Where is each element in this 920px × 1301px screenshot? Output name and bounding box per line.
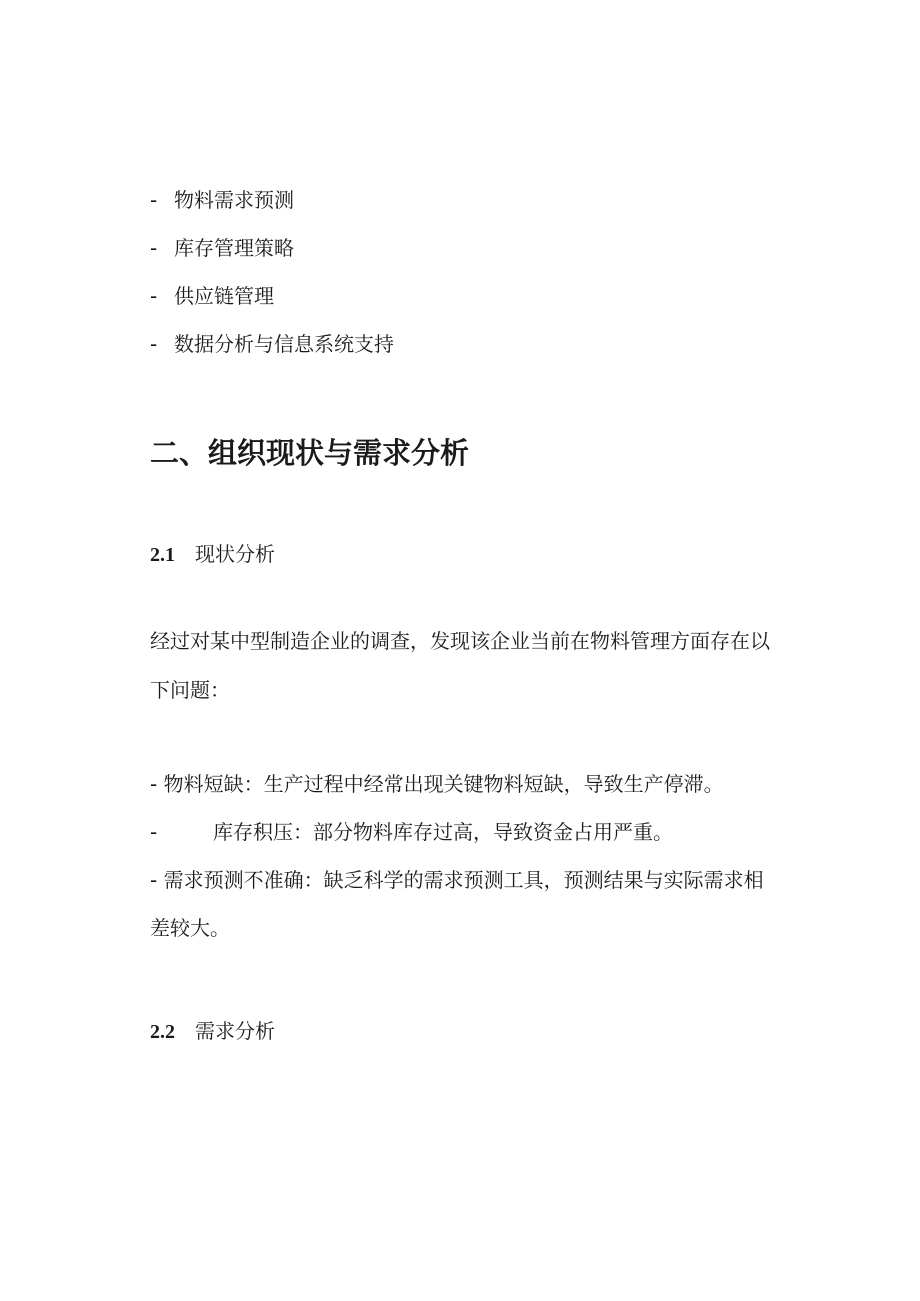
list-item: [150, 282, 274, 310]
problem-item-shortage: - 物料短缺：生产过程中经常出现关键物料短缺，导致生产停滞。: [150, 772, 724, 796]
paragraph-line: 经过对某中型制造企业的调查，发现该企业当前在物料管理方面存在以: [150, 629, 770, 653]
subsection-number: 2.2: [150, 1021, 175, 1043]
list-item-label: 供应链管理: [174, 284, 274, 308]
list-item-label: 物料需求预测: [174, 188, 294, 212]
list-item: [150, 234, 294, 262]
section-heading: 二、组织现状与需求分析: [150, 436, 470, 470]
subsection-title: 需求分析: [195, 1019, 275, 1043]
problem-item-overstock: [150, 818, 673, 846]
subsection-heading-2-2: [150, 1017, 275, 1046]
bullet-dash: -: [150, 820, 158, 844]
list-item: [150, 186, 294, 214]
bullet-dash: -: [150, 188, 158, 212]
problem-item-forecast: - 需求预测不准确：缺乏科学的需求预测工具，预测结果与实际需求相: [150, 868, 764, 892]
list-item-label: 库存管理策略: [174, 236, 294, 260]
subsection-heading-2-1: [150, 540, 275, 569]
subsection-number: 2.1: [150, 544, 175, 566]
list-item: [150, 330, 394, 358]
problem-item-text: 库存积压：部分物料库存过高，导致资金占用严重。: [213, 820, 673, 844]
problem-item-forecast-continued: 差较大。: [150, 916, 230, 940]
bullet-dash: -: [150, 236, 158, 260]
subsection-title: 现状分析: [195, 542, 275, 566]
paragraph-line: 下问题：: [150, 678, 230, 702]
list-item-label: 数据分析与信息系统支持: [174, 332, 394, 356]
bullet-dash: -: [150, 332, 158, 356]
bullet-dash: -: [150, 284, 158, 308]
